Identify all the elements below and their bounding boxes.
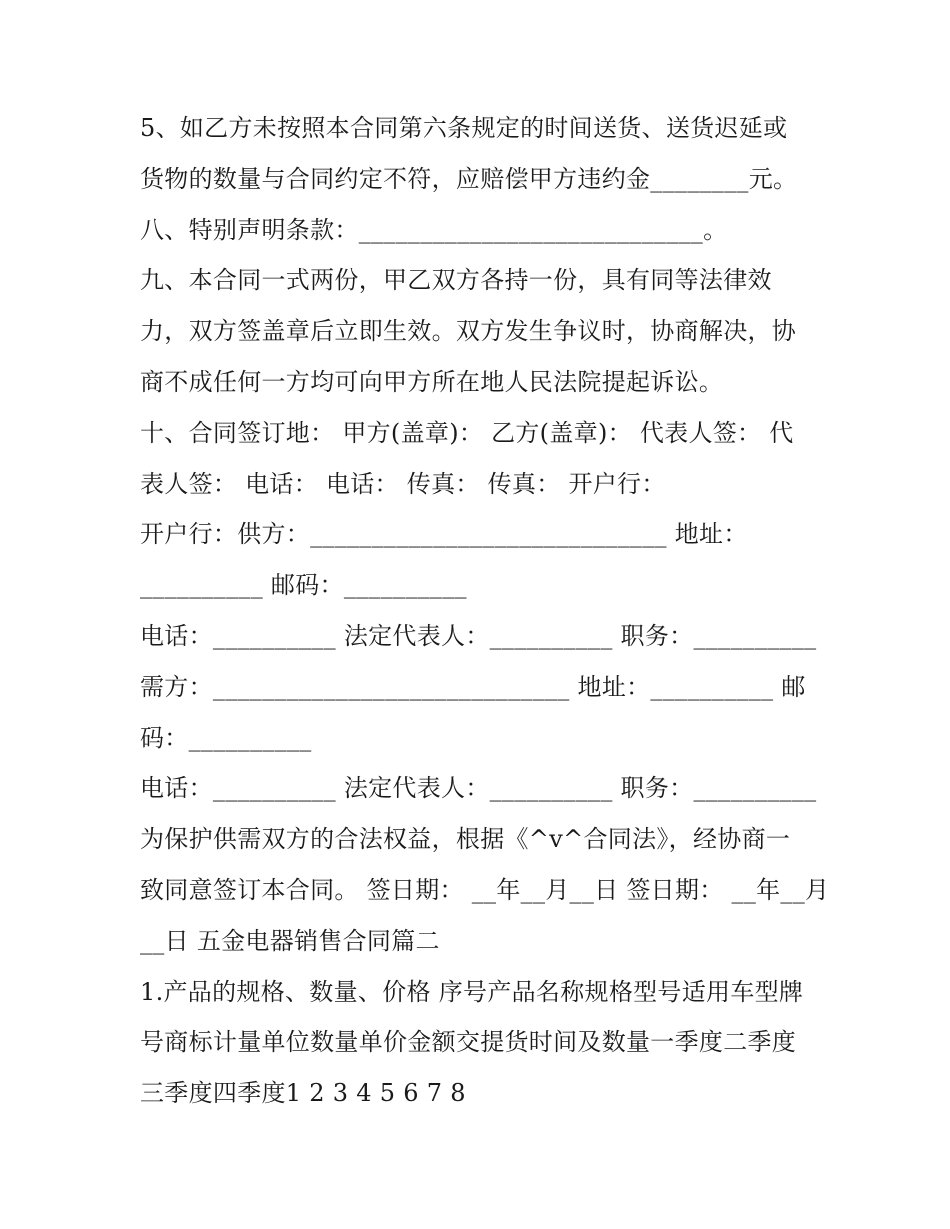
text-line: 致同意签订本合同。 签日期： __年__月__日 签日期： __年__月 — [140, 875, 830, 904]
text-line: 表人签： 电话： 电话： 传真： 传真： 开户行： — [140, 469, 666, 498]
text-line: 5、如乙方未按照本合同第六条规定的时间送货、送货迟延或 — [140, 114, 788, 142]
text-line: 码：__________ — [140, 723, 312, 752]
text-line: 电话：__________ 法定代表人：__________ 职务：__________ — [140, 774, 817, 803]
text-line: 九、本合同一式两份，甲乙双方各持一份，具有同等法律效 — [140, 266, 772, 295]
text-line: 为保护供需双方的合法权益，根据《^v^合同法》，经协商一 — [140, 825, 791, 854]
text-line: 力，双方签盖章后立即生效。双方发生争议时，协商解决，协 — [140, 317, 797, 346]
text-line: __日 五金电器销售合同篇二 — [140, 926, 440, 955]
text-line: 电话：__________ 法定代表人：__________ 职务：__________ — [140, 621, 817, 650]
text-line: __________ 邮码：__________ — [140, 571, 467, 600]
document-body — [140, 103, 830, 1119]
text-line: 商不成任何一方均可向甲方所在地人民法院提起诉讼。 — [140, 367, 724, 396]
text-line: 八、特别声明条款：____________________________。 — [140, 215, 728, 244]
text-line: 需方：_____________________________ 地址：__________ 邮 — [140, 672, 806, 701]
text-line: 十、合同签订地： 甲方(盖章)： 乙方(盖章)： 代表人签： 代 — [140, 418, 794, 447]
text-line: 开户行：供方：_____________________________ 地址： — [140, 520, 748, 549]
text-line: 1.产品的规格、数量、价格 序号产品名称规格型号适用车型牌 — [140, 977, 804, 1006]
text-line: 三季度四季度1 2 3 4 5 6 7 8 — [140, 1079, 466, 1108]
text-line: 号商标计量单位数量单价金额交提货时间及数量一季度二季度 — [140, 1028, 797, 1057]
text-line: 货物的数量与合同约定不符，应赔偿甲方违约金________元。 — [140, 164, 798, 193]
